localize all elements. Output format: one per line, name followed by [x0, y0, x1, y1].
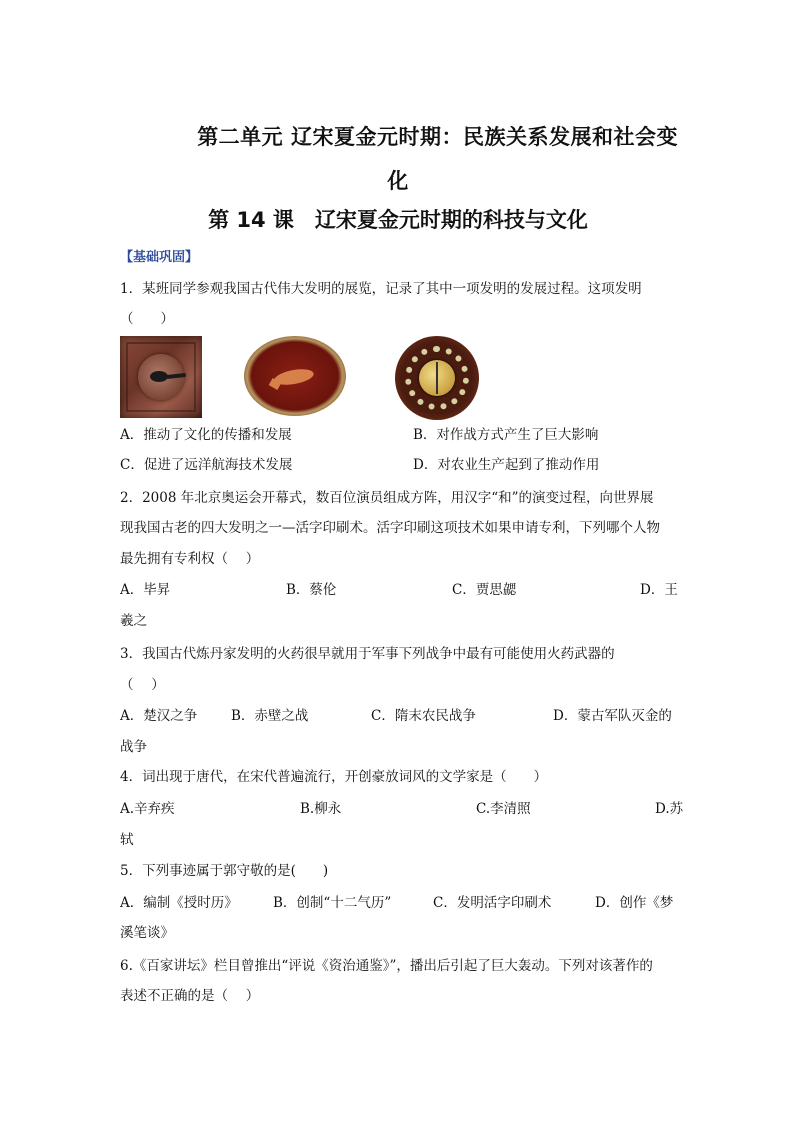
q2-option-d: D．王: [640, 582, 678, 598]
q5-option-c: C．发明活字印刷术: [433, 895, 552, 911]
q2-stem-line2: 现我国古老的四大发明之一—活字印刷术。活字印刷这项技术如果申请专利，下列哪个人物: [120, 520, 660, 536]
q3-option-a: A．楚汉之争: [120, 708, 198, 724]
q4-option-d-cont: 轼: [120, 832, 134, 848]
q5-option-d-cont: 溪笔谈》: [120, 925, 174, 941]
q1-option-b: B．对作战方式产生了巨大影响: [413, 427, 599, 443]
q2-stem-line3: 最先拥有专利权（ ）: [120, 551, 260, 567]
q2-option-c: C．贾思勰: [452, 582, 517, 598]
q1-stem-line2: （ ）: [120, 311, 174, 327]
q4-option-a: A.辛弃疾: [120, 801, 175, 817]
unit-title: [118, 115, 678, 203]
q5-stem-line1: 5．下列事迹属于郭守敬的是( ): [120, 863, 329, 879]
q1-option-c: C．促进了远洋航海技术发展: [120, 457, 293, 473]
q2-option-a: A．毕昇: [120, 582, 171, 598]
lesson-title: 第 14 课 辽宋夏金元时期的科技与文化: [208, 208, 588, 232]
sinan-compass-image: [120, 336, 202, 418]
q2-option-b: B．蔡伦: [286, 582, 337, 598]
q1-option-d: D．对农业生产起到了推动作用: [413, 457, 600, 473]
unit-title-line1: 第二单元 辽宋夏金元时期：民族关系发展和社会变: [197, 125, 678, 149]
q5-option-a: A．编制《授时历》: [120, 895, 238, 911]
q1-option-a: A．推动了文化的传播和发展: [120, 427, 292, 443]
q6-stem-line2: 表述不正确的是（ ）: [120, 988, 260, 1004]
q3-option-d-cont: 战争: [120, 739, 147, 755]
q2-option-d-cont: 羲之: [120, 613, 147, 629]
q6-stem-line1: 6.《百家讲坛》栏目曾推出“评说《资治通鉴》”，播出后引起了巨大轰动。下列对该著作的: [120, 958, 653, 974]
q4-option-b: B.柳永: [300, 801, 342, 817]
q3-stem-line1: 3．我国古代炼丹家发明的火药很早就用于军事下列战争中最有可能使用火药武器的: [120, 646, 615, 662]
q3-option-d: D．蒙古军队灭金的: [553, 708, 672, 724]
q3-stem-line2: （ ）: [120, 677, 165, 693]
q4-option-c: C.李清照: [476, 801, 531, 817]
q3-option-c: C．隋末农民战争: [371, 708, 476, 724]
q5-option-b: B．创制“十二气历”: [273, 895, 392, 911]
q5-option-d: D．创作《梦: [595, 895, 674, 911]
q4-stem-line1: 4．词出现于唐代，在宋代普遍流行，开创豪放词风的文学家是（ ）: [120, 769, 548, 785]
luopan-compass-image: [395, 336, 479, 420]
q1-stem-line1: 1．某班同学参观我国古代伟大发明的展览，记录了其中一项发明的发展过程。这项发明: [120, 281, 642, 297]
q2-stem-line1: 2．2008 年北京奥运会开幕式，数百位演员组成方阵，用汉字“和”的演变过程，向世界展: [120, 490, 654, 506]
floating-fish-compass-image: [244, 336, 346, 416]
q4-option-d: D.苏: [655, 801, 684, 817]
unit-title-line2: 化: [387, 169, 409, 193]
q3-option-b: B．赤壁之战: [231, 708, 309, 724]
section-tag: 【基础巩固】: [120, 250, 199, 265]
